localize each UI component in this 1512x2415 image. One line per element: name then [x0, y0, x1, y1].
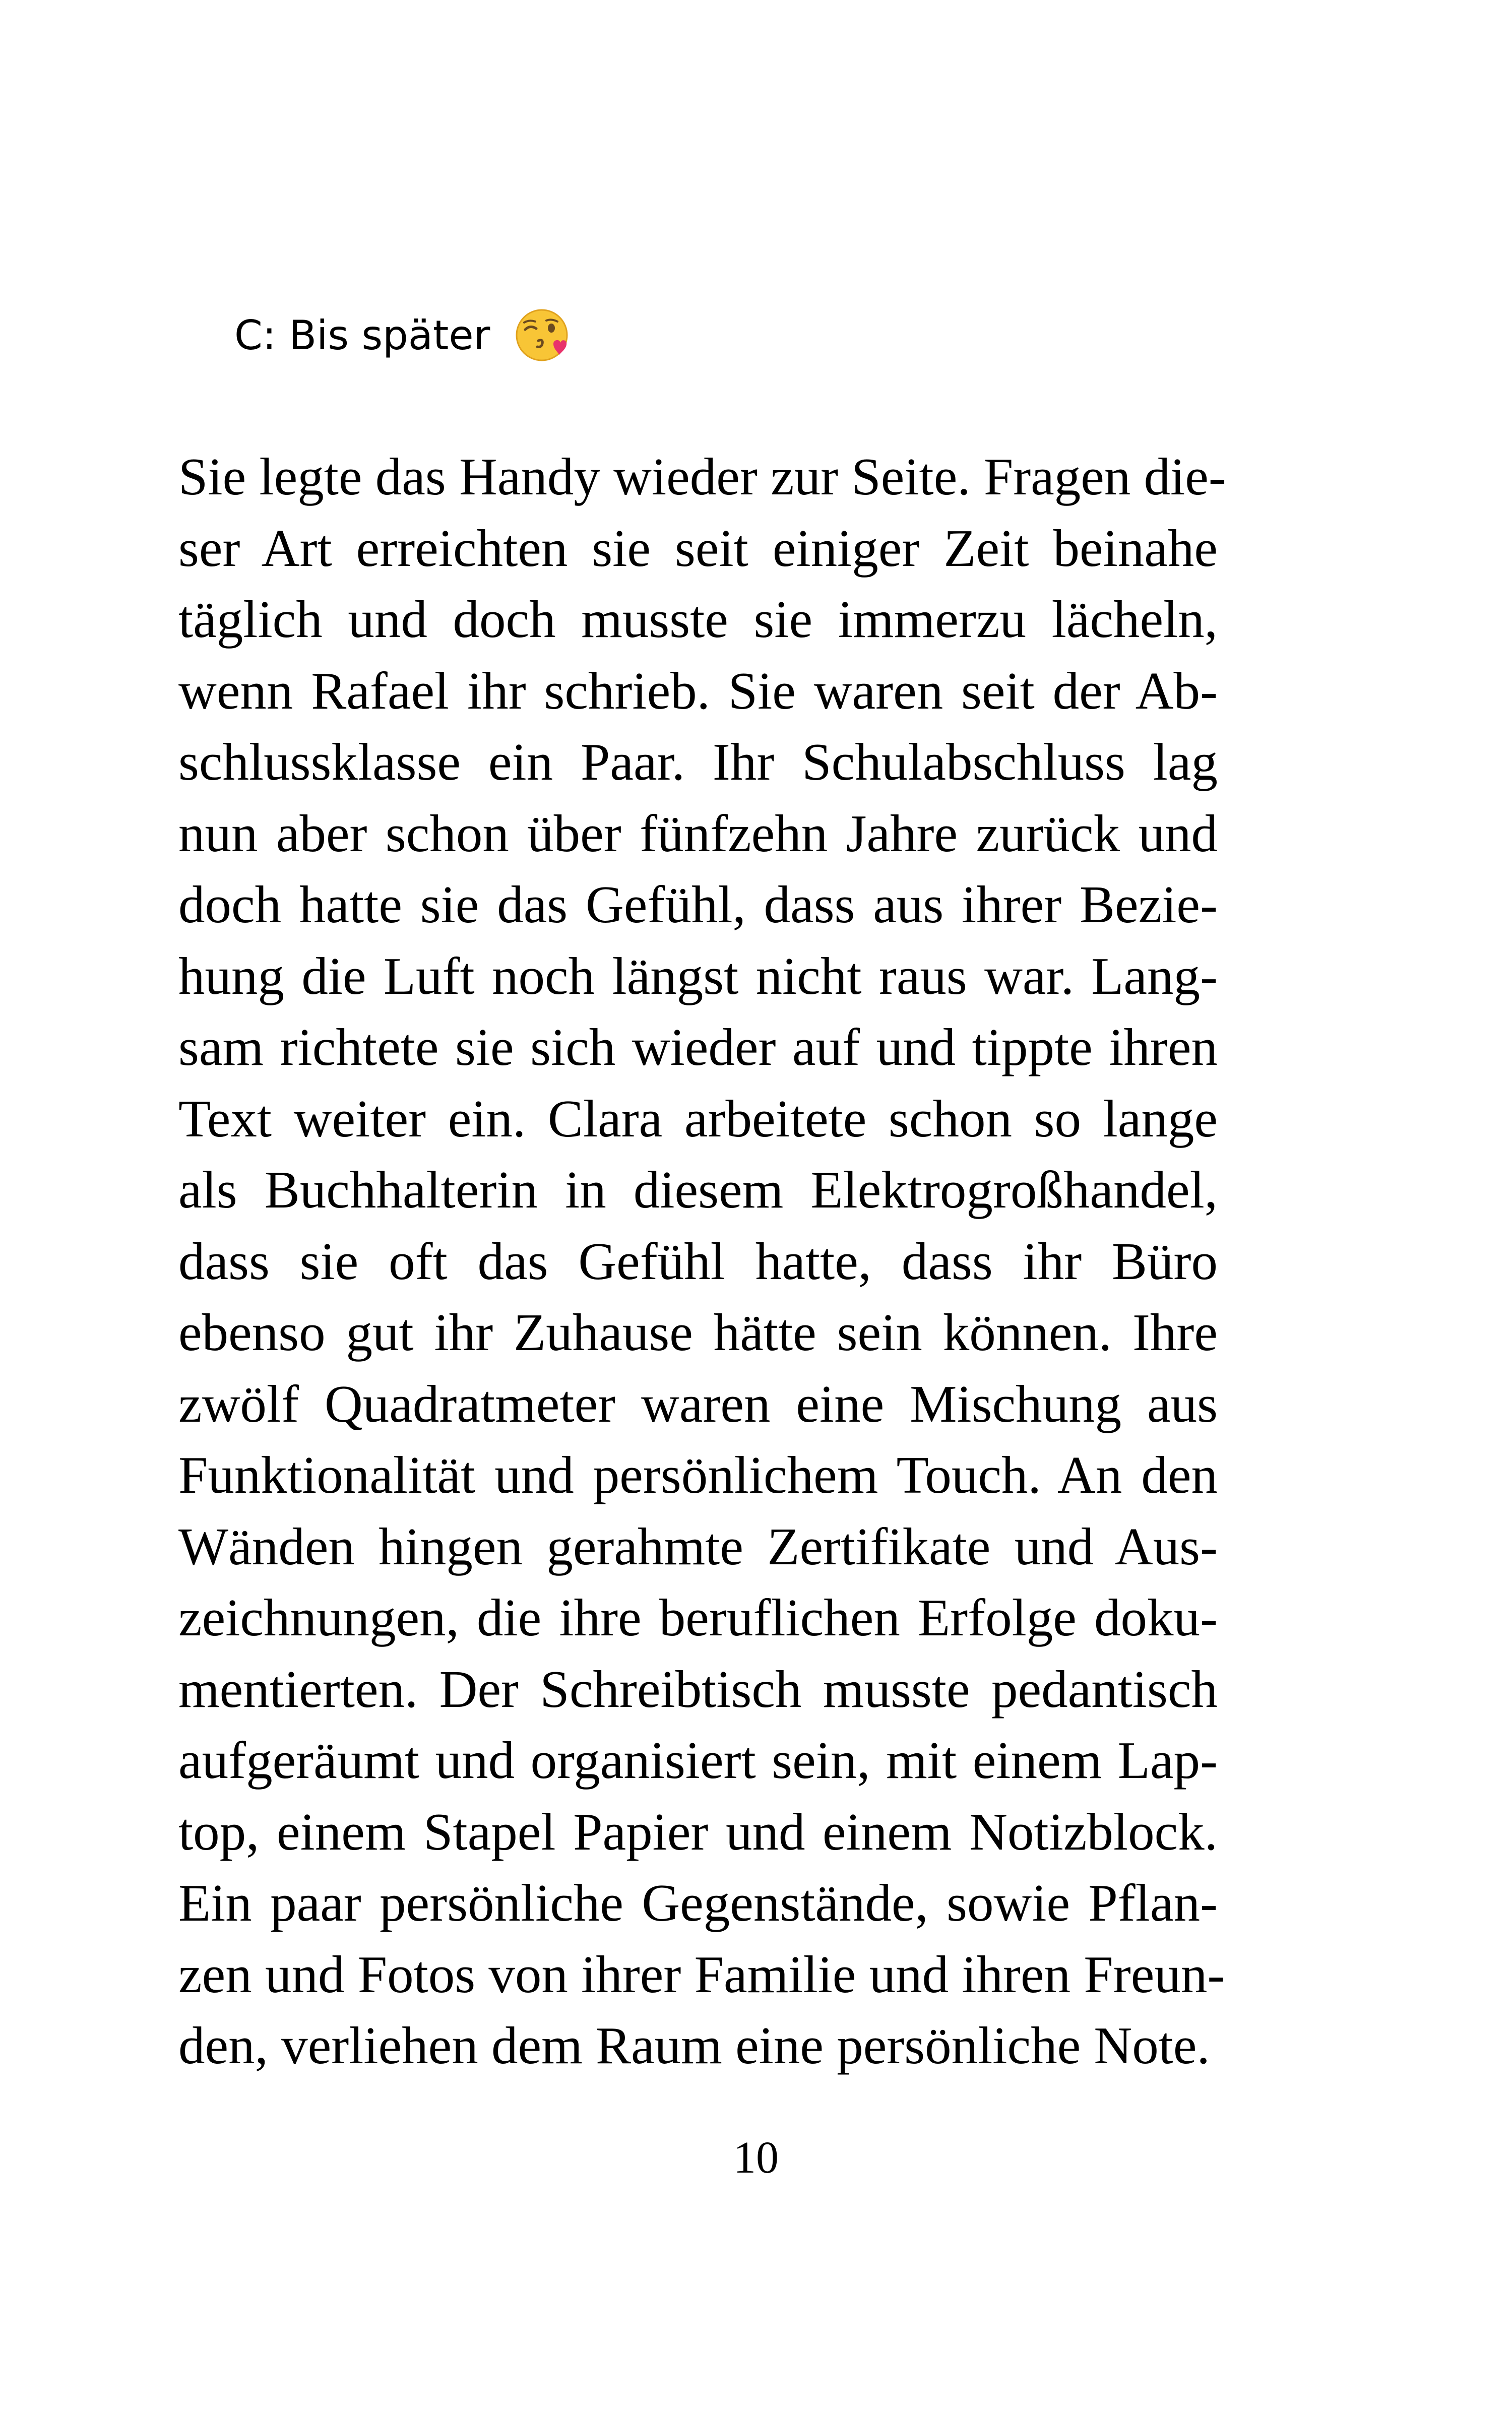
- body-paragraph: [178, 441, 1226, 2081]
- paragraph-line: schlussklasse ein Paar. Ihr Schulabschluss lag: [178, 732, 1218, 791]
- paragraph-line: wenn Rafael ihr schrieb. Sie waren seit der Ab-: [178, 661, 1218, 720]
- page-number: 10: [733, 2133, 779, 2183]
- paragraph-line: doch hatte sie das Gefühl, dass aus ihrer Bezie-: [178, 875, 1218, 934]
- paragraph-line: ser Art erreichten sie seit einiger Zeit beinahe: [178, 518, 1218, 578]
- paragraph-line: Wänden hingen gerahmte Zertifikate und Aus-: [178, 1516, 1218, 1576]
- chat-message: [234, 302, 570, 368]
- paragraph-line: Sie legte das Handy wieder zur Seite. Fragen die-: [178, 447, 1226, 506]
- paragraph-line: Text weiter ein. Clara arbeitete schon so lange: [178, 1089, 1218, 1148]
- paragraph-line: top, einem Stapel Papier und einem Notizblock.: [178, 1802, 1218, 1861]
- paragraph-line: Ein paar persönliche Gegenstände, sowie Pflan-: [178, 1873, 1218, 1932]
- paragraph-line: aufgeräumt und organisiert sein, mit einem Lap-: [178, 1731, 1218, 1790]
- paragraph-line: sam richtete sie sich wieder auf und tippte ihren: [178, 1018, 1218, 1076]
- face-blowing-kiss-icon: [514, 307, 570, 363]
- paragraph-line: Funktionalität und persönlichem Touch. An den: [178, 1445, 1218, 1504]
- paragraph-line: nun aber schon über fünfzehn Jahre zurück und: [178, 803, 1218, 863]
- paragraph-line: den, verliehen dem Raum eine persönliche Note.: [178, 2016, 1210, 2075]
- paragraph-line: täglich und doch musste sie immerzu lächeln,: [178, 590, 1218, 649]
- paragraph-line: zwölf Quadratmeter waren eine Mischung aus: [178, 1374, 1218, 1433]
- paragraph-line: mentierten. Der Schreibtisch musste pedantisch: [178, 1659, 1218, 1719]
- paragraph-line: hung die Luft noch längst nicht raus war. Lang-: [178, 946, 1218, 1005]
- paragraph-line: dass sie oft das Gefühl hatte, dass ihr Büro: [178, 1231, 1218, 1291]
- paragraph-line: zeichnungen, die ihre beruflichen Erfolge doku-: [178, 1588, 1218, 1647]
- paragraph-line: ebenso gut ihr Zuhause hätte sein können. Ihre: [178, 1303, 1218, 1362]
- paragraph-line: als Buchhalterin in diesem Elektrogroßhandel,: [178, 1160, 1218, 1219]
- chat-message-text: C: Bis später: [234, 311, 490, 359]
- paragraph-line: zen und Fotos von ihrer Familie und ihren Freun-: [178, 1944, 1225, 2004]
